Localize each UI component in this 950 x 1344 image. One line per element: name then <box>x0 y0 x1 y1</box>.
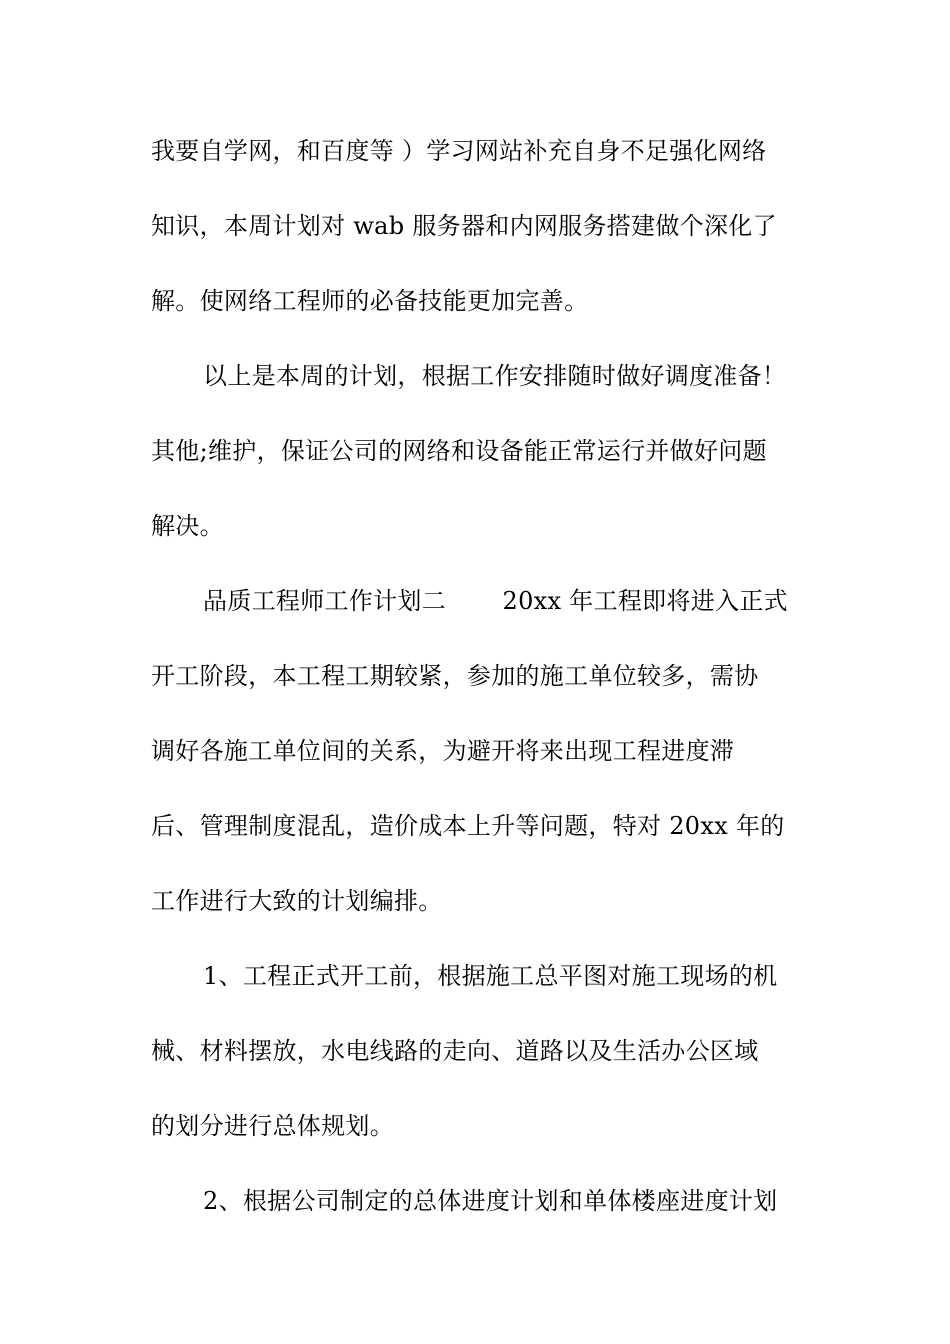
text-line: 开工阶段，本工程工期较紧，参加的施工单位较多，需协 <box>151 662 759 690</box>
text-line: 的划分进行总体规划。 <box>151 1112 394 1140</box>
text-line: 解决。 <box>151 512 224 540</box>
list-item-1-first-line: 1、工程正式开工前，根据施工总平图对施工现场的机 <box>203 962 778 990</box>
text-line: 我要自学网，和百度等 ）学习网站补充自身不足强化网络 <box>151 137 767 165</box>
text-line: 知识，本周计划对 wab 服务器和内网服务搭建做个深化了 <box>151 212 777 240</box>
paragraph-first-line: 以上是本周的计划，根据工作安排随时做好调度准备！ <box>203 362 787 390</box>
text-line: 其他;维护，保证公司的网络和设备能正常运行并做好问题 <box>151 437 767 465</box>
text-line: 后、管理制度混乱，造价成本上升等问题，特对 20xx 年的 <box>151 812 785 840</box>
text-line: 解。使网络工程师的必备技能更加完善。 <box>151 287 589 315</box>
text-line: 工作进行大致的计划编排。 <box>151 887 443 915</box>
section-heading-line: 品质工程师工作计划二 20xx 年工程即将进入正式 <box>203 587 788 615</box>
text-line: 械、材料摆放，水电线路的走向、道路以及生活办公区域 <box>151 1037 759 1065</box>
list-item-2-first-line: 2、根据公司制定的总体进度计划和单体楼座进度计划 <box>203 1187 778 1215</box>
text-line: 调好各施工单位间的关系，为避开将来出现工程进度滞 <box>151 737 735 765</box>
